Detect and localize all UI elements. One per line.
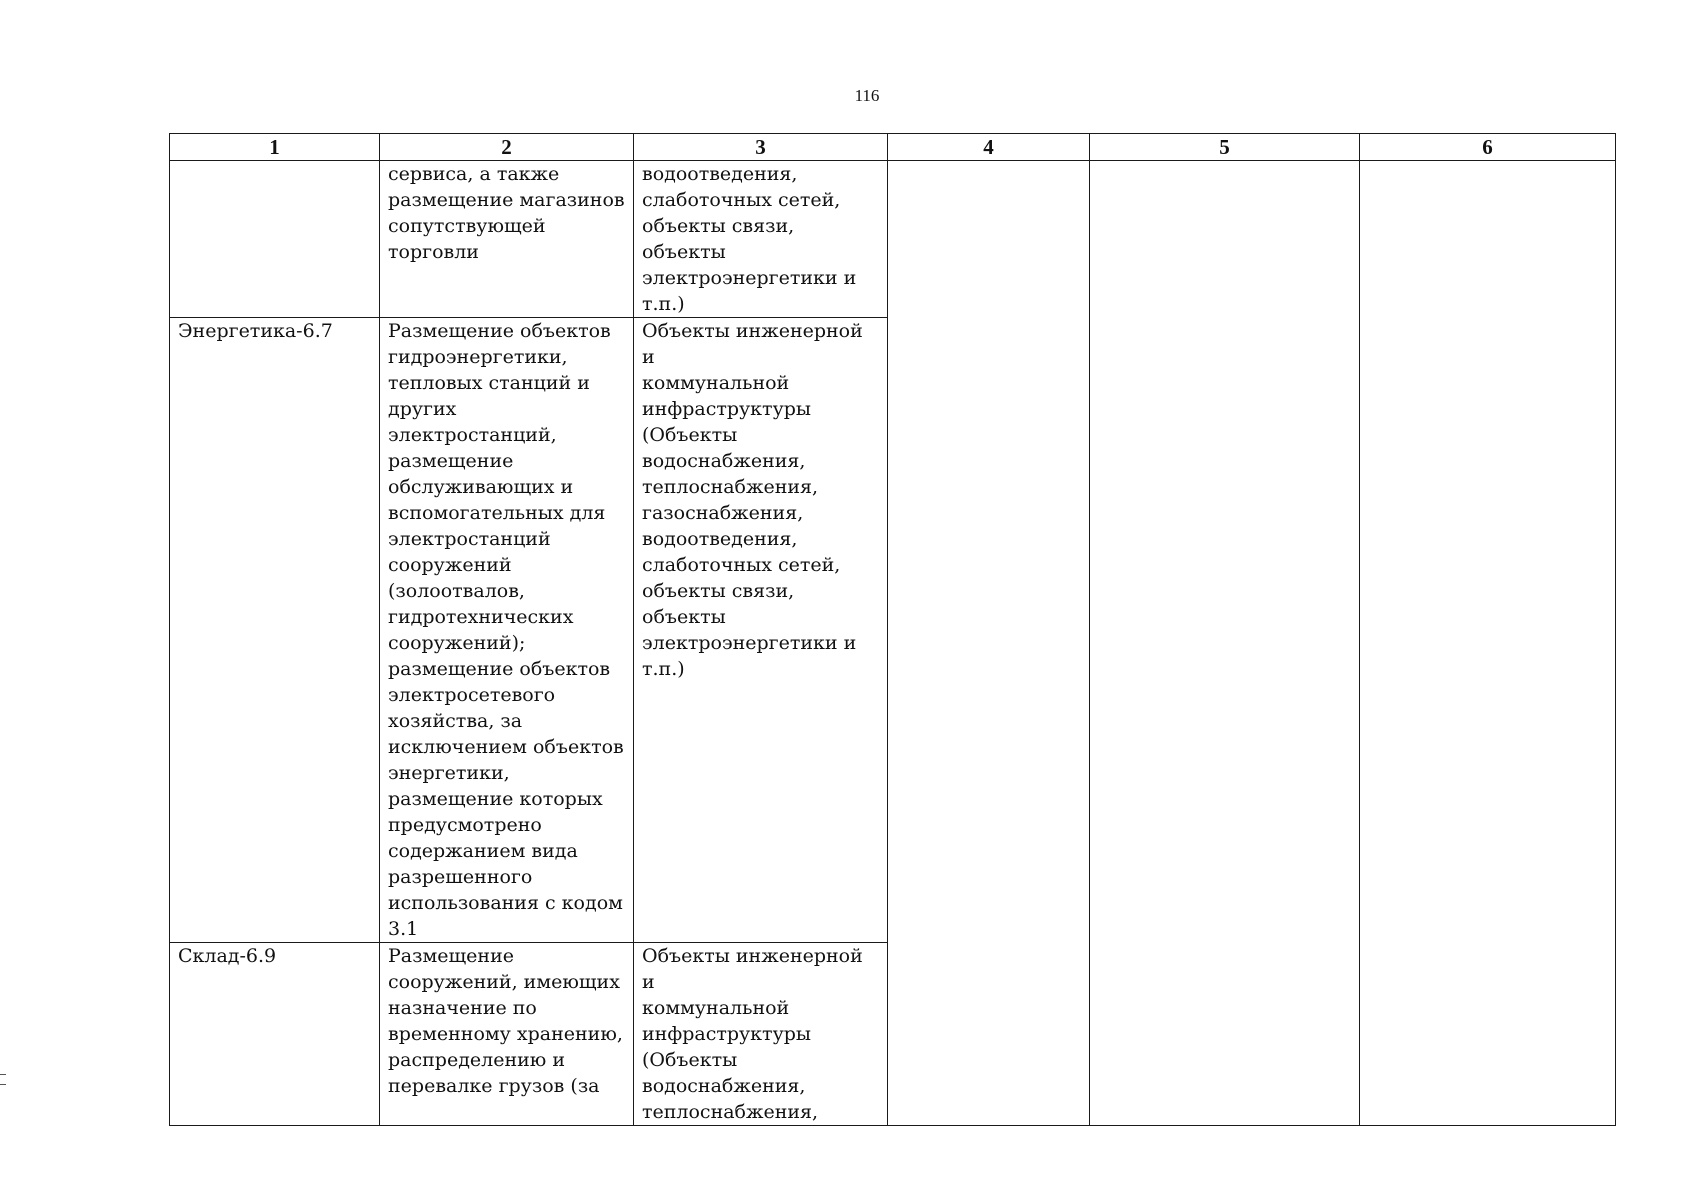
column-header-6: 6	[1360, 134, 1616, 161]
column-5-cell	[1090, 161, 1360, 1126]
column-header-5: 5	[1090, 134, 1360, 161]
zone-name-cell	[170, 318, 380, 943]
header-row	[170, 134, 1616, 161]
infrastructure-objects: Объекты инженерной и коммунальной инфраструктуры (Объекты водоснабжения, теплоснабжения, газоснабжения, водоотведения, слаботочных сетей, объекты связи, объекты электроэнергетики и т.п.)	[642, 320, 863, 680]
use-description: Размещение сооружений, имеющих назначение по временному хранению, распределению и перевалке грузов (за	[388, 945, 623, 1097]
scan-margin-mark	[0, 1074, 6, 1085]
column-header-1: 1	[170, 134, 380, 161]
land-use-table	[169, 133, 1616, 1126]
column-header-4: 4	[888, 134, 1090, 161]
column-header-2: 2	[380, 134, 634, 161]
table-row	[170, 161, 1616, 318]
use-description: сервиса, а также размещение магазинов сопутствующей торговли	[388, 163, 625, 263]
infrastructure-objects: водоотведения, слаботочных сетей, объекты связи, объекты электроэнергетики и т.п.)	[642, 163, 857, 315]
objects-cell	[634, 318, 888, 943]
column-header-3: 3	[634, 134, 888, 161]
description-cell	[380, 161, 634, 318]
zone-name: Склад-6.9	[178, 945, 277, 967]
description-cell	[380, 318, 634, 943]
column-4-cell	[888, 161, 1090, 1126]
use-description: Размещение объектов гидроэнергетики, тепловых станций и других электростанций, размещение обслуживающих и вспомогательных для электростанций сооружений (золоотвалов, гидротехнических сооружений); размещение объектов электросетевого хозяйства, за исключением объектов энергетики, размещение которых предусмотрено содержанием вида разрешенного использования с кодом 3.1	[388, 320, 624, 940]
zone-name: Энергетика-6.7	[178, 320, 333, 342]
objects-cell	[634, 943, 888, 1126]
infrastructure-objects: Объекты инженерной и коммунальной инфраструктуры (Объекты водоснабжения, теплоснабжения,	[642, 945, 863, 1123]
zone-name-cell	[170, 161, 380, 318]
description-cell	[380, 943, 634, 1126]
page-number: 116	[854, 86, 880, 105]
column-6-cell	[1360, 161, 1616, 1126]
zone-name-cell	[170, 943, 380, 1126]
objects-cell	[634, 161, 888, 318]
